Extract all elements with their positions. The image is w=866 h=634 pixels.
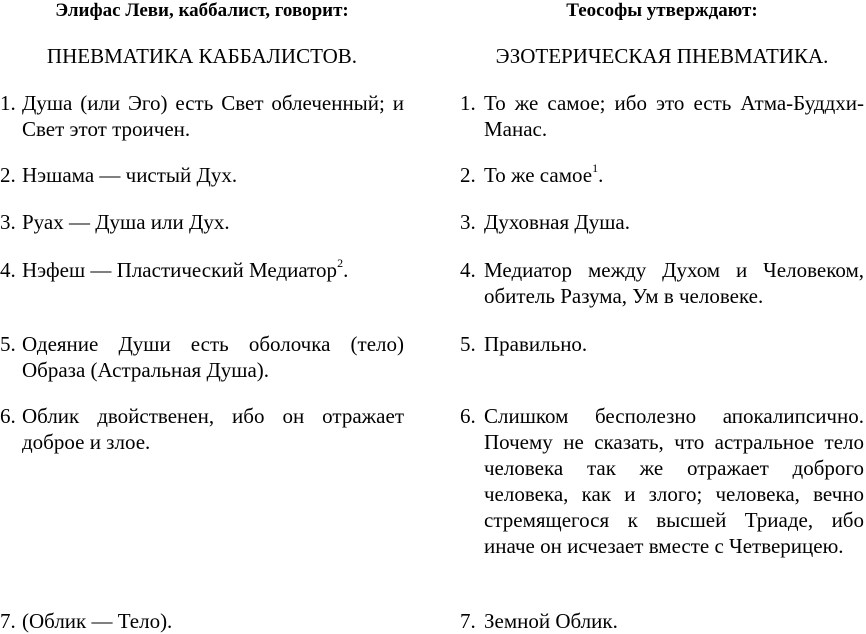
item-text: (Облик — Тело). bbox=[22, 609, 173, 633]
item-text: Одеяние Души есть оболочка (тело) Образа (Астральная Душа). bbox=[22, 332, 404, 382]
item-number: 4. bbox=[460, 258, 476, 282]
left-item-5 bbox=[0, 331, 404, 383]
item-number: 2. bbox=[460, 163, 476, 187]
left-item-2 bbox=[0, 162, 404, 188]
item-text: Руах — Душа или Дух. bbox=[22, 210, 230, 234]
right-item-5 bbox=[460, 331, 864, 357]
item-text-tail: . bbox=[598, 163, 604, 187]
item-text: Медиатор между Духом и Человеком, обитель Разума, Ум в человеке. bbox=[484, 258, 864, 308]
footnote-marker: 2 bbox=[337, 256, 344, 270]
right-item-1 bbox=[460, 90, 864, 142]
item-text: Правильно. bbox=[484, 332, 588, 356]
item-text: Земной Облик. bbox=[484, 609, 618, 633]
right-subheading: ЭЗОТЕРИЧЕСКАЯ ПНЕВМАТИКА. bbox=[495, 44, 829, 68]
item-number: 7. bbox=[460, 609, 476, 633]
item-number: 2. bbox=[0, 163, 16, 187]
item-number: 6. bbox=[460, 404, 476, 428]
right-item-7 bbox=[460, 608, 864, 634]
item-text: Облик двойственен, ибо он отражает доброе и злое. bbox=[22, 404, 404, 454]
item-number: 1. bbox=[460, 91, 476, 115]
right-item-6 bbox=[460, 403, 864, 559]
left-item-4 bbox=[0, 257, 404, 283]
item-text-wrap bbox=[484, 162, 864, 188]
item-text: То же самое bbox=[484, 163, 593, 187]
right-item-3 bbox=[460, 209, 864, 235]
item-text: То же самое; ибо это есть Атма-Буддхи-Манас. bbox=[484, 91, 864, 141]
right-heading: Теософы утверждают: bbox=[566, 0, 758, 21]
item-text: Слишком бесполезно апокалипсично. Почему не сказать, что астральное тело человека так же отражает доброго человека, как и злого; человека, вечно стремящегося к высшей Триаде, ибо иначе он исчезает вместе с Четверицею. bbox=[484, 404, 864, 558]
item-number: 5. bbox=[0, 332, 16, 356]
item-number: 3. bbox=[460, 210, 476, 234]
item-number: 6. bbox=[0, 404, 16, 428]
left-subheading: ПНЕВМАТИКА КАББАЛИСТОВ. bbox=[46, 44, 358, 68]
item-text: Духовная Душа. bbox=[484, 210, 630, 234]
item-number: 3. bbox=[0, 210, 16, 234]
item-number: 5. bbox=[460, 332, 476, 356]
item-text: Нэшама — чистый Дух. bbox=[22, 163, 238, 187]
item-text: Душа (или Эго) есть Свет облеченный; и Свет этот троичен. bbox=[22, 91, 404, 141]
item-text-tail: . bbox=[343, 258, 349, 282]
left-heading: Элифас Леви, каббалист, говорит: bbox=[55, 0, 349, 21]
item-text: Нэфеш — Пластический Медиатор bbox=[22, 258, 338, 282]
left-item-3 bbox=[0, 209, 404, 235]
item-number: 7. bbox=[0, 609, 16, 633]
left-item-1 bbox=[0, 90, 404, 142]
footnote-marker: 1 bbox=[592, 161, 599, 175]
left-item-7 bbox=[0, 608, 404, 634]
item-text-wrap bbox=[22, 257, 404, 283]
right-item-2 bbox=[460, 162, 864, 188]
right-item-4 bbox=[460, 257, 864, 309]
item-number: 1. bbox=[0, 91, 16, 115]
item-number: 4. bbox=[0, 258, 16, 282]
left-item-6 bbox=[0, 403, 404, 455]
